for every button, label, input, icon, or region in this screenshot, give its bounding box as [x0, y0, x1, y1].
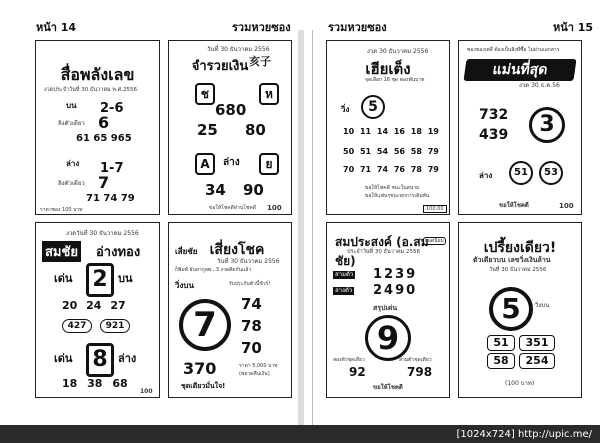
watermark: [1024x724] http://upic.me/ [456, 429, 592, 440]
card4-price: 100 [559, 202, 574, 210]
card3-row-1: 10 11 14 16 18 19 [343, 127, 439, 136]
card1-direct-bottom: 7 [98, 173, 110, 192]
card6-promise: รับประกันตัวนี้ชัวร์! [229, 281, 271, 287]
card3-lucky-digit: 5 [361, 95, 385, 119]
card4-number-1: 732 [479, 107, 509, 123]
card6-prefix: เสี่ยชัย [175, 247, 198, 256]
card8-number-3: 58 [487, 353, 515, 369]
card3-run-label: วิ่ง [341, 105, 350, 114]
card7-top-label: สามตัว [335, 271, 354, 278]
card4-circle-1: 51 [509, 161, 533, 185]
card5-price: 100 [140, 388, 153, 395]
card6-lucky-digit: 7 [179, 299, 231, 351]
card1-direct-top: 6 [98, 113, 110, 132]
card7-title: สมประสงค์ (อ.สมชัย) [335, 235, 429, 268]
card2-glyph: 亥子 [249, 55, 271, 68]
card4-lucky-digit: 3 [529, 107, 565, 143]
card3-subtitle: จุดเลือก 16 ชุด ตองพันบาท [365, 77, 425, 83]
card7-top-number: 1239 [373, 267, 418, 282]
card5-lucky-digit-1: 2 [86, 263, 114, 297]
card2-box-left-1: ช [195, 83, 215, 105]
card4-number-2: 439 [479, 127, 509, 143]
card6-line-1: ก็พิมพ์ ธันยากูลพ...3 งวดติดกันแล้ว [175, 267, 252, 273]
card2-date: วันที่ 30 ธันวาคม 2556 [207, 46, 270, 53]
section-title-left: รวมหวยซอง [232, 21, 291, 34]
card6-small-1: ราคา 5,000 บาท [239, 363, 278, 369]
card8-title: เปรี้ยงเดียว! [483, 240, 557, 256]
card4-top-text: ซองของเพลี่ ต้องเป็นสิ่งที่ซื้อ ไม่ผ่านเอกสาร [467, 47, 560, 53]
card4-circle-2: 53 [539, 161, 563, 185]
card4-title: แม่นที่สุด [463, 59, 576, 81]
card2-number-4: 34 [205, 181, 226, 199]
card3-row-2: 50 51 54 56 58 79 [343, 147, 439, 156]
page-divider [312, 30, 313, 425]
card1-price: ราคาซอง 100 บาท [40, 207, 83, 213]
card6-small-2: (พลาดคืนเงิน) [239, 371, 270, 377]
card2-title: จำรวยเงิน [191, 59, 249, 74]
card1-direct-label: ลิงตัวเดียว [58, 120, 85, 127]
section-title-right: รวมหวยซอง [328, 21, 387, 34]
card2-box-left-2: A [195, 153, 215, 175]
card8-run-label: วิ่งบน [535, 302, 550, 309]
card6-title: เสี่ยงโชค [209, 242, 265, 258]
card2-price: 100 [267, 204, 282, 212]
card5-label-2: เด่น [54, 352, 73, 365]
card5-lucky-digit-2: 8 [86, 343, 114, 377]
card8-subtitle: ตัวเดียวบน เลขวิ่งเงินล้าน [473, 256, 551, 264]
lottery-card-6 [168, 222, 292, 398]
card2-box-right-2: ย [259, 153, 279, 175]
card7-lucky-digit: 9 [365, 315, 411, 361]
card1-numbers-bottom: 71 74 79 [86, 193, 135, 204]
card1-numbers-top: 61 65 965 [76, 133, 132, 144]
card8-number-1: 51 [487, 335, 515, 351]
lottery-card-8 [458, 222, 582, 398]
card8-lucky-digit: 5 [489, 287, 533, 331]
card6-number-4: 370 [183, 359, 217, 378]
card5-date: งวดวันที่ 30 ธันวาคม 2556 [66, 230, 139, 237]
card2-number-5: 90 [243, 181, 264, 199]
card5-unit-1: บน [118, 272, 133, 285]
card2-number-2: 25 [197, 121, 218, 139]
footer-bar [0, 425, 600, 443]
card1-direct-label-2: ลิงตัวเดียว [58, 180, 85, 187]
card2-number-3: 80 [245, 121, 266, 139]
card3-note-1: ขอให้โชคดี ชนะในสนาม [365, 185, 420, 191]
card1-arrow-bottom: 1-7 [100, 161, 124, 176]
card1-title: สื่อพลังเลข [60, 65, 135, 84]
card7-right-label: สามตัวชุดเดียว [399, 357, 432, 363]
card4-date: งวด 30 ธ.ค.56 [519, 82, 560, 89]
card1-label-top: บน [66, 101, 77, 110]
page-number-right: หน้า 15 [553, 21, 594, 34]
card1-subtitle: งวดประจำวันที่ 30 ธันวาคม พ.ศ.2556 [44, 87, 137, 93]
book-spine [298, 30, 304, 425]
card2-label: ล่าง [223, 157, 240, 168]
card7-bottom-label: ล่างตัว [335, 287, 353, 294]
card3-row-3: 70 71 74 76 78 79 [343, 165, 439, 174]
card7-left-number: 92 [349, 365, 366, 379]
card6-number-2: 78 [241, 317, 262, 335]
card2-number-1: 680 [215, 101, 247, 119]
card4-footer: ขอให้โชคดี [499, 202, 529, 209]
card6-footer: ชุดเดียวมั่นใจ! [181, 382, 226, 390]
card1-arrow-top: 2-6 [100, 101, 124, 116]
card6-number-3: 70 [241, 339, 262, 357]
card3-price: 100.00 [423, 205, 447, 213]
lottery-card-1 [35, 40, 160, 215]
card6-run-label: วิ่งบน [175, 281, 194, 290]
card7-right-number: 798 [407, 365, 433, 379]
card5-label-1: เด่น [54, 272, 73, 285]
card3-date: งวด 30 ธันวาคม 2556 [367, 48, 429, 55]
card4-label: ล่าง [479, 171, 493, 180]
card5-unit-2: ล่าง [118, 352, 137, 365]
card8-number-4: 254 [519, 353, 555, 369]
card7-tag: ยอดนิยม [425, 238, 444, 244]
card3-note-2: ขอให้แฟนๆชนะทุกการเดิมพัน [365, 193, 430, 199]
card6-number-1: 74 [241, 295, 262, 313]
card5-title-2: อ่างทอง [96, 245, 141, 260]
lottery-card-3 [326, 40, 450, 215]
lottery-card-4 [458, 40, 582, 215]
card7-left-label: สองตัวชุดเดียว [333, 357, 365, 363]
card5-pill-1: 427 [62, 319, 92, 333]
card2-box-right-1: ห [259, 83, 279, 105]
card7-footer: ขอให้โชคดี [373, 384, 403, 391]
card5-numbers-2: 18 38 68 [62, 377, 128, 390]
lottery-card-5 [35, 222, 160, 398]
card7-center-label: สรุปเด่น [373, 304, 398, 312]
card8-date: วันที่ 30 ธันวาคม 2556 [489, 267, 547, 273]
card2-footer: ขอให้โชคดีท่านโชคดี [209, 205, 257, 211]
card1-label-bottom: ล่าง [66, 159, 80, 168]
card8-number-2: 351 [519, 335, 555, 351]
card6-date: วันที่ 30 ธันวาคม 2556 [217, 258, 280, 265]
card5-pill-2: 921 [100, 319, 130, 333]
card7-bottom-number: 2490 [373, 283, 418, 298]
lottery-card-2 [168, 40, 292, 215]
card8-price: (100 บาท) [505, 380, 535, 387]
card5-numbers-1: 20 24 27 [62, 299, 126, 312]
lottery-card-7 [326, 222, 450, 398]
card7-date: ประจำวันที่ 30 ธันวาคม 2556 [347, 249, 421, 255]
card5-title-1: สมชัย [42, 241, 81, 262]
page-number-left: หน้า 14 [36, 21, 77, 34]
card3-title: เฮียเต็ง [365, 60, 411, 78]
